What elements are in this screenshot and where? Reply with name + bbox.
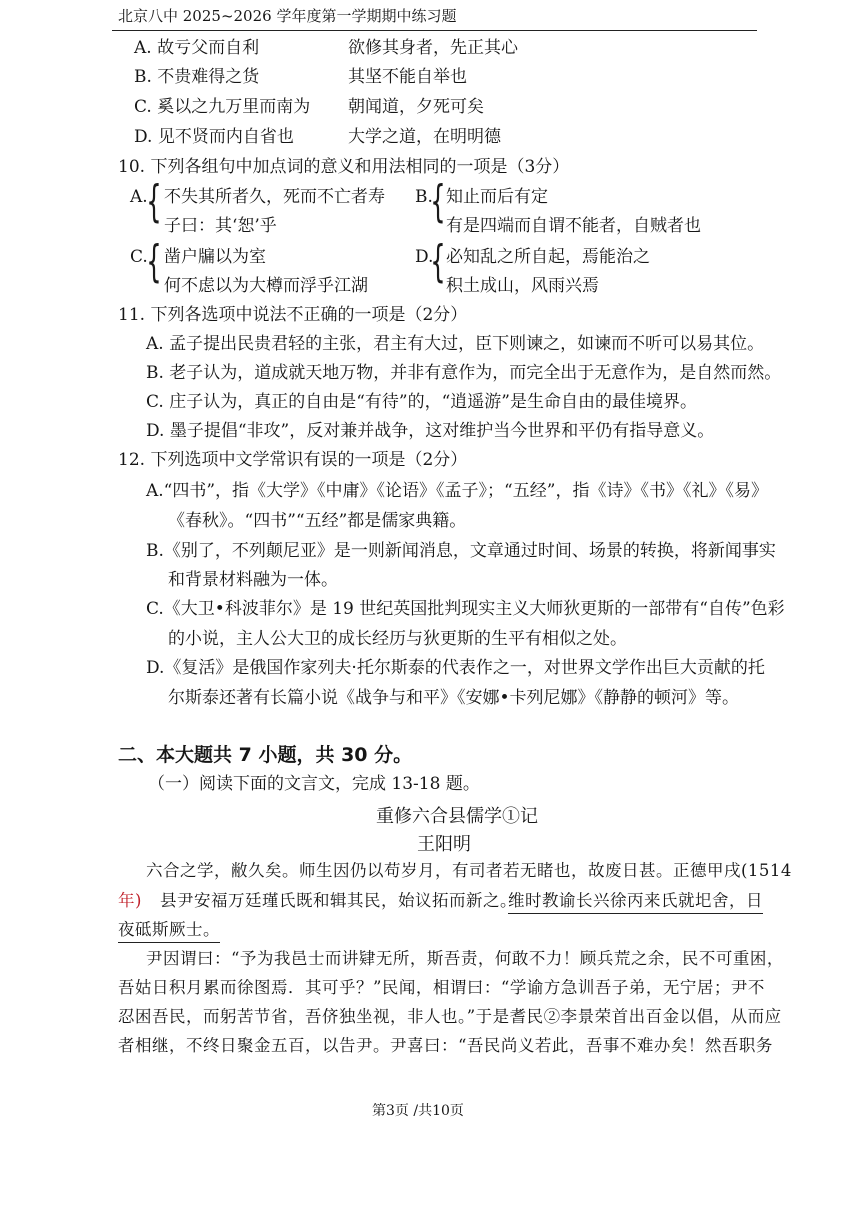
q11-option-a: A. 孟子提出民贵君轻的主张，君主有大过，臣下则谏之，如谏而不听可以易其位。 — [146, 334, 765, 354]
q9-option-d-left: D. 见不贤而内自省也 — [134, 127, 294, 147]
q12-option-c-line2: 的小说，主人公大卫的成长经历与狄更斯的生平有相似之处。 — [168, 629, 627, 649]
q10-d-line1: 必知乱之所自起，焉能治之 — [446, 247, 650, 267]
passage-line-1: 六合之学，敝久矣。师生因仍以苟岁月，有司者若无睹也，故废日甚。正德甲戌(1514 — [146, 861, 792, 880]
passage-line-6: 忍困吾民，而躬苦节省，吾侪独坐视，非人也。”于是耆民②李景荣首出百金以倡，从而应 — [118, 1007, 782, 1026]
q10-d-line2: 积土成山，风雨兴焉 — [446, 276, 599, 296]
page-header: 北京八中 2025~2026 学年度第一学期期中练习题 — [118, 7, 457, 25]
q9-option-a-left: A. 故亏父而自利 — [134, 38, 260, 58]
q10-b-line1: 知止而后有定 — [446, 187, 548, 207]
essay-author: 王阳明 — [417, 834, 471, 855]
q10-c-brace: { — [146, 236, 162, 287]
section-title: 二、本大题共 7 小题，共 30 分。 — [118, 744, 413, 766]
q10-stem: 10. 下列各组句中加点词的意义和用法相同的一项是（3分） — [118, 157, 570, 177]
q10-a-line2: 子曰：其‘恕’乎 — [164, 216, 277, 236]
q10-c-line1: 凿户牖以为室 — [164, 247, 266, 267]
q10-b-label: B. — [415, 187, 433, 207]
q10-a-label: A. — [130, 187, 148, 207]
q9-option-a-right: 欲修其身者，先正其心 — [348, 38, 518, 58]
q11-option-b: B. 老子认为，道成就天地万物，并非有意作为，而完全出于无意作为，是自然而然。 — [146, 363, 782, 383]
q11-stem: 11. 下列各选项中说法不正确的一项是（2分） — [118, 305, 468, 325]
q9-option-b-left: B. 不贵难得之货 — [134, 67, 260, 87]
q10-b-brace: { — [430, 176, 446, 227]
q12-option-a-line2: 《春秋》。“四书”“五经”都是儒家典籍。 — [168, 511, 467, 531]
q10-d-brace: { — [430, 236, 446, 287]
q10-d-label: D. — [415, 247, 434, 267]
q10-c-line2: 何不虑以为大樽而浮乎江湖 — [164, 276, 368, 296]
passage-line-5: 吾姑日积月累而徐图焉．其可乎？”民闻，相谓曰：“学谕方急训吾子弟，无宁居；尹不 — [118, 978, 765, 997]
q10-b-line2: 有是四端而自谓不能者，自贼者也 — [446, 216, 701, 236]
passage-line-7: 者相继，不终日聚金五百，以告尹。尹喜曰：“吾民尚义若此，吾事不难办矣！然吾职务 — [118, 1036, 773, 1055]
q12-option-b-line1: B.《别了，不列颠尼亚》是一则新闻消息，文章通过时间、场景的转换，将新闻事实 — [146, 541, 776, 561]
q12-stem: 12. 下列选项中文学常识有误的一项是（2分） — [118, 450, 468, 470]
section-intro: （一）阅读下面的文言文，完成 13-18 题。 — [148, 774, 480, 794]
q9-option-d-right: 大学之道，在明明德 — [348, 127, 501, 147]
q12-option-d-line1: D.《复活》是俄国作家列夫·托尔斯泰的代表作之一，对世界文学作出巨大贡献的托 — [146, 658, 765, 678]
header-divider — [112, 30, 757, 31]
page-number: 第3页 /共10页 — [372, 1103, 464, 1119]
q10-c-label: C. — [130, 247, 148, 267]
q12-option-b-line2: 和背景材料融为一体。 — [168, 570, 338, 590]
q9-option-b-right: 其坚不能自举也 — [348, 67, 467, 87]
q11-option-d: D. 墨子提倡“非攻”，反对兼并战争，这对维护当今世界和平仍有指导意义。 — [146, 421, 715, 441]
passage-annotation: 年) — [118, 891, 142, 910]
q11-option-c: C. 庄子认为，真正的自由是“有待”的，“逍遥游”是生命自由的最佳境界。 — [146, 392, 697, 412]
q9-option-c-left: C. 奚以之九万里而南为 — [134, 97, 311, 117]
q12-option-d-line2: 尔斯泰还著有长篇小说《战争与和平》《安娜•卡列尼娜》《静静的顿河》等。 — [168, 688, 740, 708]
passage-line-3: 夜砥斯厥士。 — [118, 918, 220, 943]
essay-title: 重修六合县儒学①记 — [376, 806, 538, 827]
q10-a-brace: { — [146, 176, 162, 227]
passage-line-2b: 维时教谕长兴徐丙来氏就圯舍，日 — [508, 889, 763, 914]
q12-option-a-line1: A.“四书”，指《大学》《中庸》《论语》《孟子》；“五经”，指《诗》《书》《礼》《易》 — [146, 481, 768, 501]
passage-line-2a: 县尹安福万廷瑾氏既和辑其民，始议拓而新之。 — [160, 891, 517, 910]
q9-option-c-right: 朝闻道，夕死可矣 — [348, 97, 484, 117]
q12-option-c-line1: C.《大卫•科波菲尔》是 19 世纪英国批判现实主义大师狄更斯的一部带有“自传”色彩 — [146, 599, 785, 619]
passage-line-4: 尹因谓曰：“予为我邑士而讲肄无所，斯吾责，何敢不力！顾兵荒之余，民不可重困， — [146, 949, 784, 968]
q10-a-line1: 不失其所者久，死而不亡者寿 — [164, 187, 385, 207]
